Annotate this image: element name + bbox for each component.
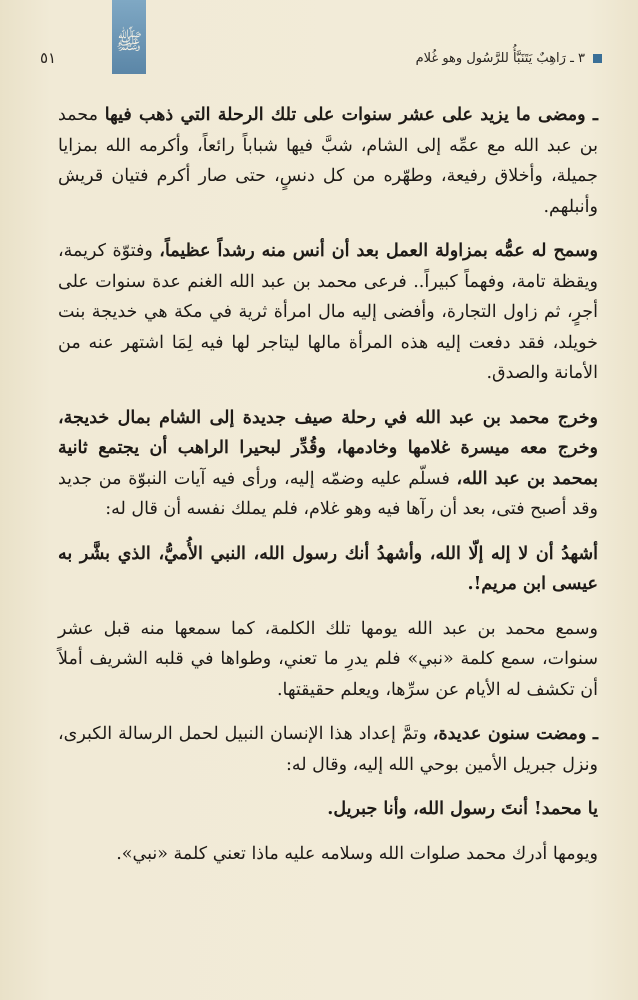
paragraph-text: فسلّم عليه وضمّه إليه، ورأى فيه آيات النبوّة من جديد وقد أصبح فتى، بعد أن رآها فيه وهو غلام، فلم يملك نفسه أن قال له: bbox=[58, 468, 598, 519]
paragraph bbox=[58, 100, 598, 222]
paragraph bbox=[58, 614, 598, 706]
paragraph-text: ويومها أدرك محمد صلوات الله وسلامه عليه ماذا تعني كلمة «نبي». bbox=[116, 843, 598, 864]
bold-lead: ـ ومضى ما يزيد على عشر سنوات على تلك الرحلة التي ذهب فيها bbox=[104, 105, 598, 125]
chapter-title-text: ٣ ـ رَاهِبٌ يَتَنَبَّأُ للرَّسُول وهو غُلام bbox=[415, 50, 585, 66]
paragraph-text: محمد بن عبد الله مع عمِّه إلى الشام، شبَّ فيها شباباً رائعاً، وأكرمه الله بمزايا جميلة، وأخلاق رفيعة، وطهّره من كل دنسٍ، حتى صار أكرم فتيان قريش وأنبلهم. bbox=[58, 105, 598, 217]
paragraph bbox=[58, 539, 598, 600]
calligraphy-mark-icon: ﷺ bbox=[115, 30, 143, 55]
paragraph bbox=[58, 719, 598, 780]
paragraph bbox=[58, 839, 598, 870]
paragraph-text: وفتوّة كريمة، ويقظة تامة، وفهماً كبيراً.. فرعى محمد بن عبد الله الغنم عدة سنوات على أجرٍ، ثم زاول التجارة، وأفضى إليه مال امرأة ثرية في مكة هي خديجة بنت خويلد، فقد دفعت إليه هذه المرأة مالها ليتاجر لها فيه لِمَا اشتهر عنه من الأمانة والصدق. bbox=[58, 241, 598, 383]
square-bullet-icon bbox=[593, 54, 602, 63]
bold-lead: وسمح له عمُّه بمزاولة العمل بعد أن أنس منه رشداً عظيماً، bbox=[159, 241, 598, 261]
body-text bbox=[58, 100, 598, 960]
paragraph-text: وسمع محمد بن عبد الله يومها تلك الكلمة، كما سمعها منه قبل عشر سنوات، سمع كلمة «نبي» فلم يدرِ ما تعني، وطواها في قلبه الشريف أملاً أن تكشف له الأيام عن سرِّها، ويعلم حقيقتها. bbox=[58, 618, 598, 700]
chapter-title bbox=[416, 51, 602, 66]
paragraph bbox=[58, 794, 598, 825]
paragraph bbox=[58, 236, 598, 389]
paragraph-text: وتمَّ إعداد هذا الإنسان النبيل لحمل الرسالة الكبرى، ونزل جبريل الأمين بوحي الله إليه، وقال له: bbox=[58, 724, 598, 775]
bold-lead: أشهدُ أن لا إله إلّا الله، وأشهدُ أنك رسول الله، النبي الأُميُّ، الذي بشَّر به عيسى ابن مريم!. bbox=[58, 543, 598, 594]
bold-lead: يا محمد! أنتَ رسول الله، وأنا جبريل. bbox=[327, 799, 598, 819]
paragraph bbox=[58, 403, 598, 525]
bold-lead: ـ ومضت سنون عديدة، bbox=[432, 724, 598, 744]
page-number: ٥١ bbox=[40, 49, 57, 67]
bold-lead: وخرج محمد بن عبد الله في رحلة صيف جديدة إلى الشام بمال خديجة، وخرج معه ميسرة غلامها وخادمها، وقُدِّر لبحيرا الراهب أن يجتمع ثانية بمحمد بن عبد الله، bbox=[58, 407, 598, 489]
running-header bbox=[40, 46, 602, 70]
